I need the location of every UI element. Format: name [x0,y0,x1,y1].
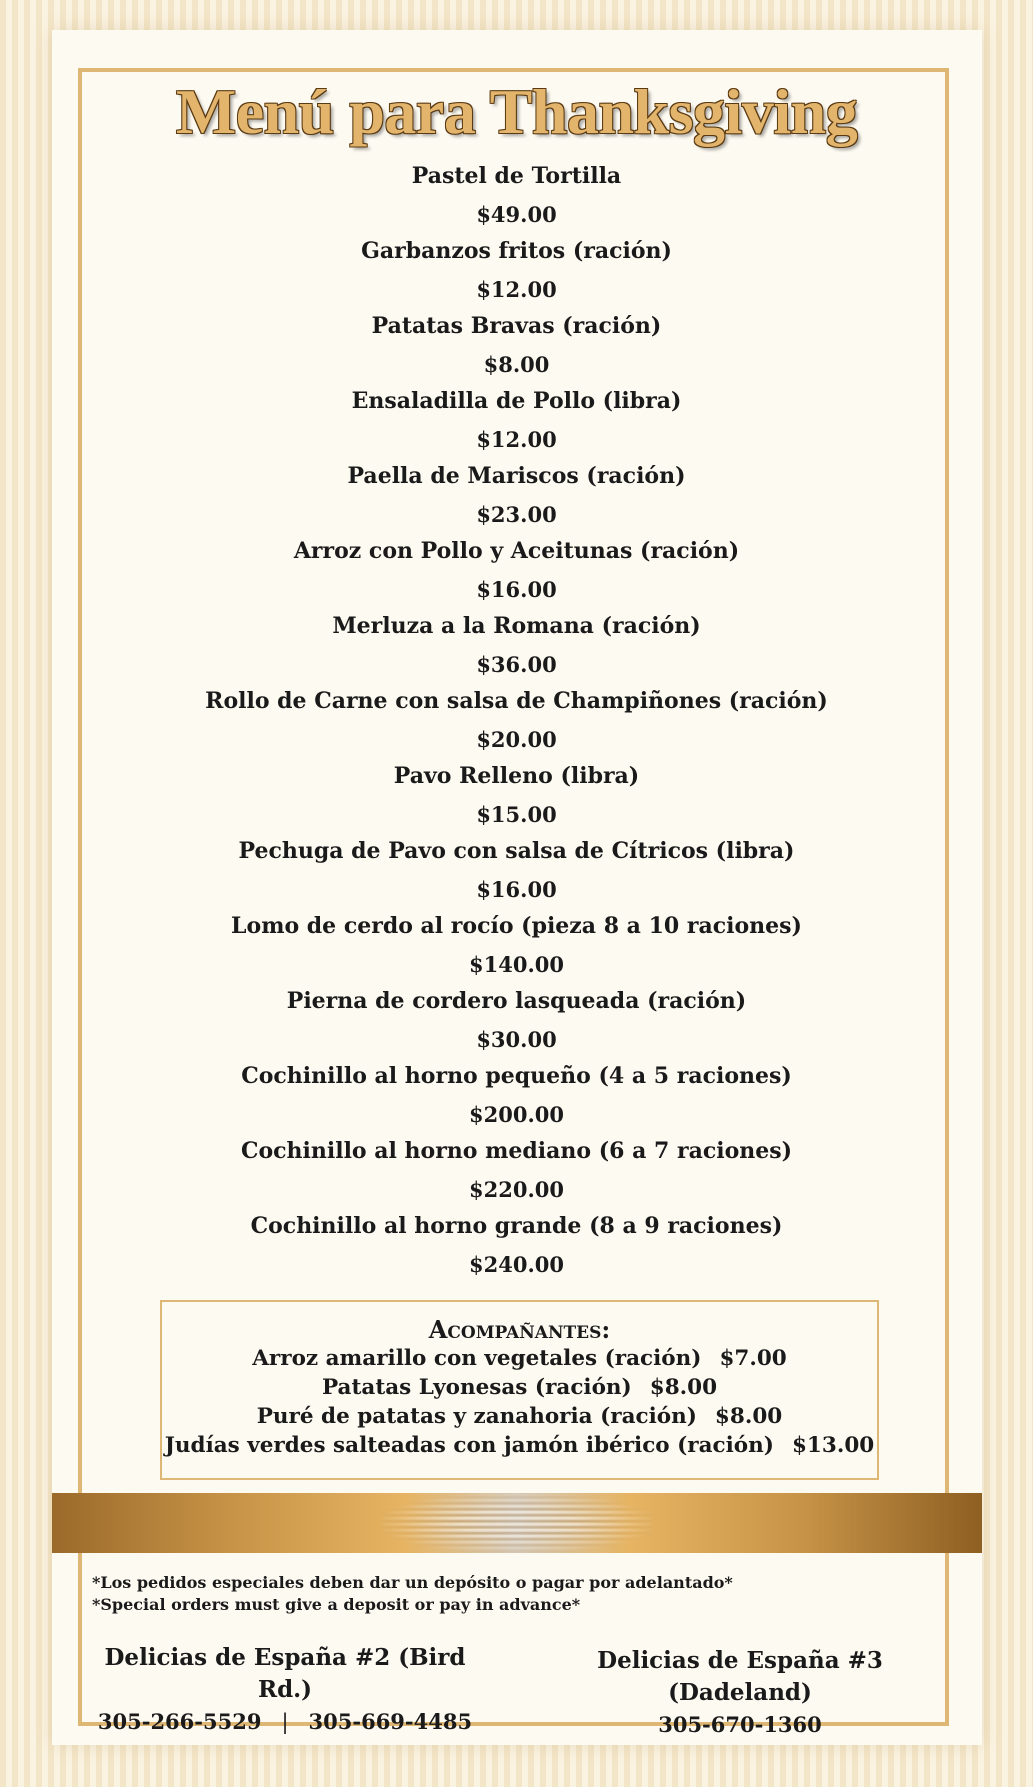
side-item [162,1344,877,1373]
menu-item-price: $16.00 [476,876,557,902]
band-ripple [382,1493,652,1553]
menu-item-name: Lomo de cerdo al rocío (pieza 8 a 10 raciones) [231,913,802,939]
menu-item-name: Patatas Bravas (ración) [371,313,662,339]
side-item [162,1373,877,1402]
menu-item-price: $16.00 [476,576,557,602]
side-item-price: $8.00 [714,1404,783,1429]
menu-item-name: Pechuga de Pavo con salsa de Cítricos (libra) [238,838,795,864]
side-item-price: $8.00 [649,1375,718,1400]
menu-item-name: Merluza a la Romana (ración) [332,613,701,639]
menu-item-price: $30.00 [476,1026,557,1052]
menu-item-price: $36.00 [476,651,557,677]
menu-item-name: Cochinillo al horno grande (8 a 9 raciones) [250,1213,783,1239]
phone-number[interactable]: 305-266-5529 [97,1709,262,1734]
side-item-name: Puré de patatas y zanahoria (ración) [256,1404,697,1429]
store-name: Delicias de España #2 (Bird Rd.) [104,1644,466,1703]
menu-item-price: $12.00 [476,426,557,452]
menu-item-price: $23.00 [476,501,557,527]
side-item-name: Judías verdes salteadas con jamón ibérico (ración) [164,1433,774,1458]
sides-list [162,1344,877,1460]
menu-item-price: $200.00 [469,1101,564,1127]
menu-item-price: $15.00 [476,801,557,827]
menu-item-name: Arroz con Pollo y Aceitunas (ración) [293,538,740,564]
phone-separator: | [281,1710,289,1734]
store-phones [90,1706,480,1738]
menu-item-price: $49.00 [476,201,557,227]
menu-item-name: Cochinillo al horno mediano (6 a 7 raciones) [240,1138,793,1164]
menu-item-price: $240.00 [469,1251,564,1277]
menu-title: Menú para Thanksgiving [175,76,858,147]
order-notes [92,1572,733,1616]
menu-item-price: $220.00 [469,1176,564,1202]
menu-item-name: Ensaladilla de Pollo (libra) [351,388,682,414]
sides-heading: Acompañantes: [428,1315,611,1344]
sides-box [160,1300,879,1480]
note-spanish: *Los pedidos especiales deben dar un depósito o pagar por adelantado* [92,1573,733,1592]
menu-item-name: Paella de Mariscos (ración) [347,463,686,489]
menu-item-name: Pierna de cordero lasqueada (ración) [286,988,747,1014]
menu-item-name: Pavo Relleno (libra) [393,763,640,789]
side-item [162,1431,877,1460]
menu-item-name: Rollo de Carne con salsa de Champiñones (ración) [205,688,828,714]
store-dadeland [545,1645,935,1741]
side-item-name: Patatas Lyonesas (ración) [321,1375,632,1400]
note-english: *Special orders must give a deposit or pay in advance* [92,1595,581,1614]
side-item-name: Arroz amarillo con vegetales (ración) [252,1346,702,1371]
menu-item-price: $12.00 [476,276,557,302]
menu-list [0,158,1033,1283]
decorative-gold-band [52,1493,982,1553]
menu-item-name: Pastel de Tortilla [411,163,622,189]
side-item-price: $7.00 [719,1346,787,1371]
side-item [162,1402,877,1431]
menu-item-price: $8.00 [483,351,550,377]
phone-number[interactable]: 305-670-1360 [658,1712,822,1737]
menu-item-name: Garbanzos fritos (ración) [361,238,672,264]
menu-item-price: $140.00 [469,951,564,977]
side-item-price: $13.00 [791,1433,875,1458]
menu-item-name: Cochinillo al horno pequeño (4 a 5 raciones) [241,1063,792,1089]
store-bird-rd [90,1642,480,1738]
store-name: Delicias de España #3 (Dadeland) [597,1647,883,1706]
phone-number[interactable]: 305-669-4485 [308,1709,473,1734]
menu-item-price: $20.00 [476,726,557,752]
